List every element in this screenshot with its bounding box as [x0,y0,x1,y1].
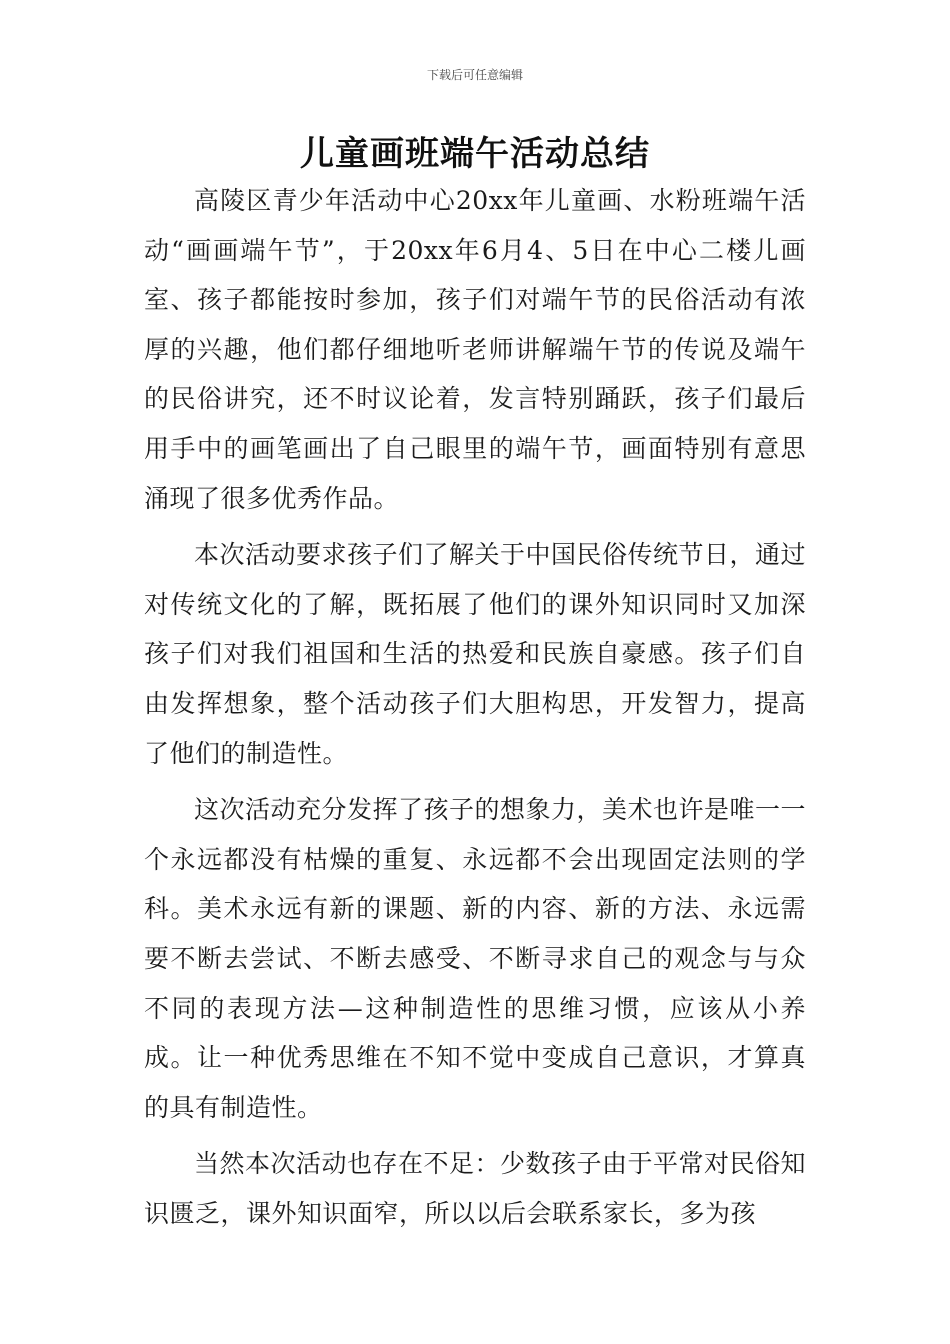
paragraph-3: 这次活动充分发挥了孩子的想象力，美术也许是唯一一个永远都没有枯燥的重复、永远都不会出现固定法则的学科。美术永远有新的课题、新的内容、新的方法、永远需要不断去尝试、不断去感受、不断寻求自己的观念与与众不同的表现方法—这种制造性的思维习惯，应该从小养成。让一种优秀思维在不知不觉中变成自己意识，才算真的具有制造性。 [144,795,807,1122]
paragraph-1: 高陵区青少年活动中心20xx年儿童画、水粉班端午活动“画画端午节”，于20xx年6月4、5日在中心二楼儿画室、孩子都能按时参加，孩子们对端午节的民俗活动有浓厚的兴趣，他们都仔细地听老师讲解端午节的传说及端午的民俗讲究，还不时议论着，发言特别踊跃，孩子们最后用手中的画笔画出了自己眼里的端午节，画面特别有意思涌现了很多优秀作品。 [144,186,806,513]
document-title: 儿童画班端午活动总结 [300,134,650,174]
document-body [144,176,806,1238]
header-note: 下载后可任意编辑 [426,68,523,82]
paragraph-4: 当然本次活动也存在不足：少数孩子由于平常对民俗知识匮乏，课外知识面窄，所以以后会联系家长，多为孩 [144,1149,807,1228]
paragraph-2: 本次活动要求孩子们了解关于中国民俗传统节日，通过对传统文化的了解，既拓展了他们的课外知识同时又加深孩子们对我们祖国和生活的热爱和民族自豪感。孩子们自由发挥想象，整个活动孩子们大胆构思，开发智力，提高了他们的制造性。 [144,540,807,768]
